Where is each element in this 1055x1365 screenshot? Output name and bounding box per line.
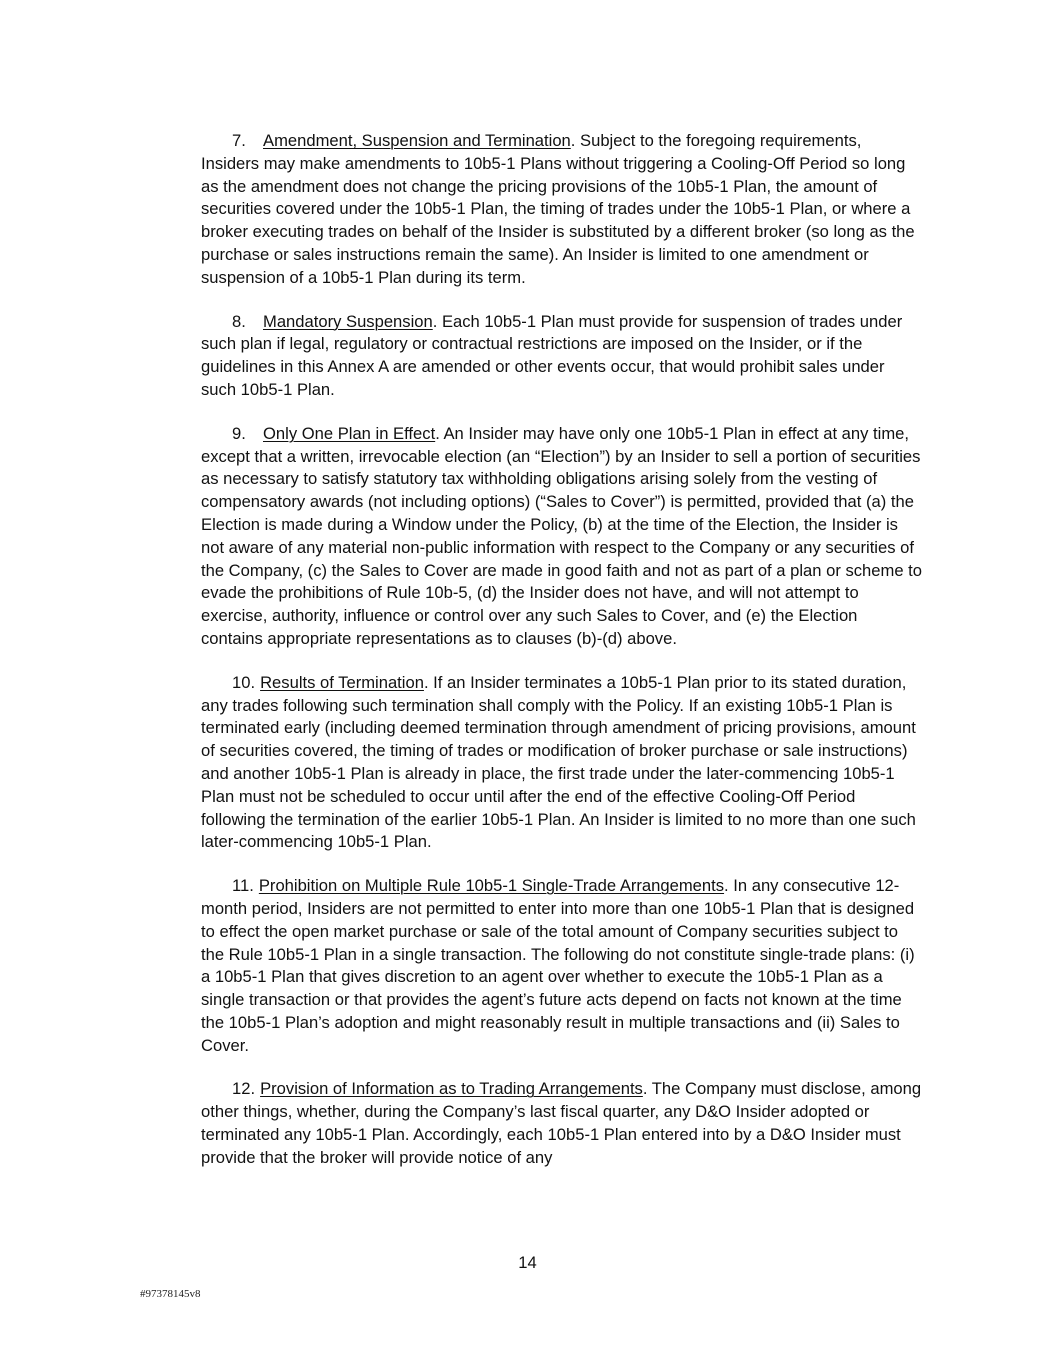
section-8 xyxy=(201,311,923,402)
document-id: #97378145v8 xyxy=(140,1288,201,1300)
section-heading: Mandatory Suspension xyxy=(263,311,433,331)
section-number: 9. xyxy=(232,423,246,443)
section-10 xyxy=(201,672,923,854)
section-body: . An Insider may have only one 10b5-1 Plan in effect at any time, except that a written, irrevocable election (an “Election”) by an Insider to sell a portion of securities as necessary to satisfy statutory tax withholding obligations arising solely from the vesting of compensatory awards (not including options) (“Sales to Cover”) is permitted, provided that (a) the Election is made during a Window under the Policy, (b) at the time of the Election, the Insider is not aware of any material non-public information with respect to the Company or any securities of the Company, (c) the Sales to Cover are made in good faith and not as part of a plan or scheme to evade the prohibitions of Rule 10b-5, (d) the Insider does not have, and will not attempt to exercise, authority, influence or control over any such Sales to Cover, and (e) the Election contains appropriate representations as to clauses (b)-(d) above. xyxy=(201,423,923,648)
section-number: 11. xyxy=(232,876,254,896)
section-number: 7. xyxy=(232,131,246,150)
section-body: . Each 10b5-1 Plan must provide for suspension of trades under such plan if legal, regulatory or contractual restrictions are imposed on the Insider, or if the guidelines in this Annex A are amended or other events occur, that would prohibit sales under such 10b5-1 Plan. xyxy=(201,311,903,399)
section-7 xyxy=(201,130,923,290)
section-heading: Amendment, Suspension and Termination xyxy=(263,131,571,150)
section-body: . The Company must disclose, among other things, whether, during the Company’s last fiscal quarter, any D&O Insider adopted or terminated any 10b5-1 Plan. Accordingly, each 10b5-1 Plan entered into by a D&O Insider must provide that the broker will provide notice of any xyxy=(201,1079,922,1167)
section-body: . Subject to the foregoing requirements, Insiders may make amendments to 10b5-1 Plans without triggering a Cooling-Off Period so long as the amendment does not change the pricing provisions of the 10b5-1 Plan, the amount of securities covered under the 10b5-1 Plan, the timing of trades under the 10b5-1 Plan, or where a broker executing trades on behalf of the Insider is substituted by a different broker (so long as the purchase or sales instructions remain the same). An Insider is limited to one amendment or suspension of a 10b5-1 Plan during its term. xyxy=(201,131,915,287)
page-body xyxy=(201,130,923,1191)
page-number: 14 xyxy=(518,1253,537,1272)
section-number: 10. xyxy=(232,672,256,692)
section-heading: Results of Termination xyxy=(260,672,424,692)
section-heading: Provision of Information as to Trading Arrangements xyxy=(260,1079,643,1099)
section-body: . If an Insider terminates a 10b5-1 Plan prior to its stated duration, any trades following such termination shall comply with the Policy. If an existing 10b5-1 Plan is terminated early (including deemed termination through amendment of pricing provisions, amount of securities covered, the timing of trades or modification of broker purchase or sale instructions) and another 10b5-1 Plan is already in place, the first trade under the later-commencing 10b5-1 Plan must not be scheduled to occur until after the end of the effective Cooling-Off Period following the termination of the earlier 10b5-1 Plan. An Insider is limited to no more than one such later-commencing 10b5-1 Plan. xyxy=(201,672,916,852)
section-9 xyxy=(201,423,923,651)
section-body: . In any consecutive 12-month period, Insiders are not permitted to enter into more than one 10b5-1 Plan that is designed to effect the open market purchase or sale of the total amount of Company securities subject to the Rule 10b5-1 Plan in a single transaction. The following do not constitute single-trade plans: (i) a 10b5-1 Plan that gives discretion to an agent over whether to execute the 10b5-1 Plan as a single transaction or that provides the agent’s future acts depend on facts not known at the time the 10b5-1 Plan’s adoption and might reasonably result in multiple transactions and (ii) Sales to Cover. xyxy=(201,876,915,1055)
section-11 xyxy=(201,875,923,1057)
section-12 xyxy=(201,1078,923,1169)
section-number: 8. xyxy=(232,311,246,331)
section-heading: Prohibition on Multiple Rule 10b5-1 Single-Trade Arrangements xyxy=(258,876,725,896)
section-heading: Only One Plan in Effect xyxy=(263,423,436,443)
section-number: 12. xyxy=(232,1079,256,1099)
